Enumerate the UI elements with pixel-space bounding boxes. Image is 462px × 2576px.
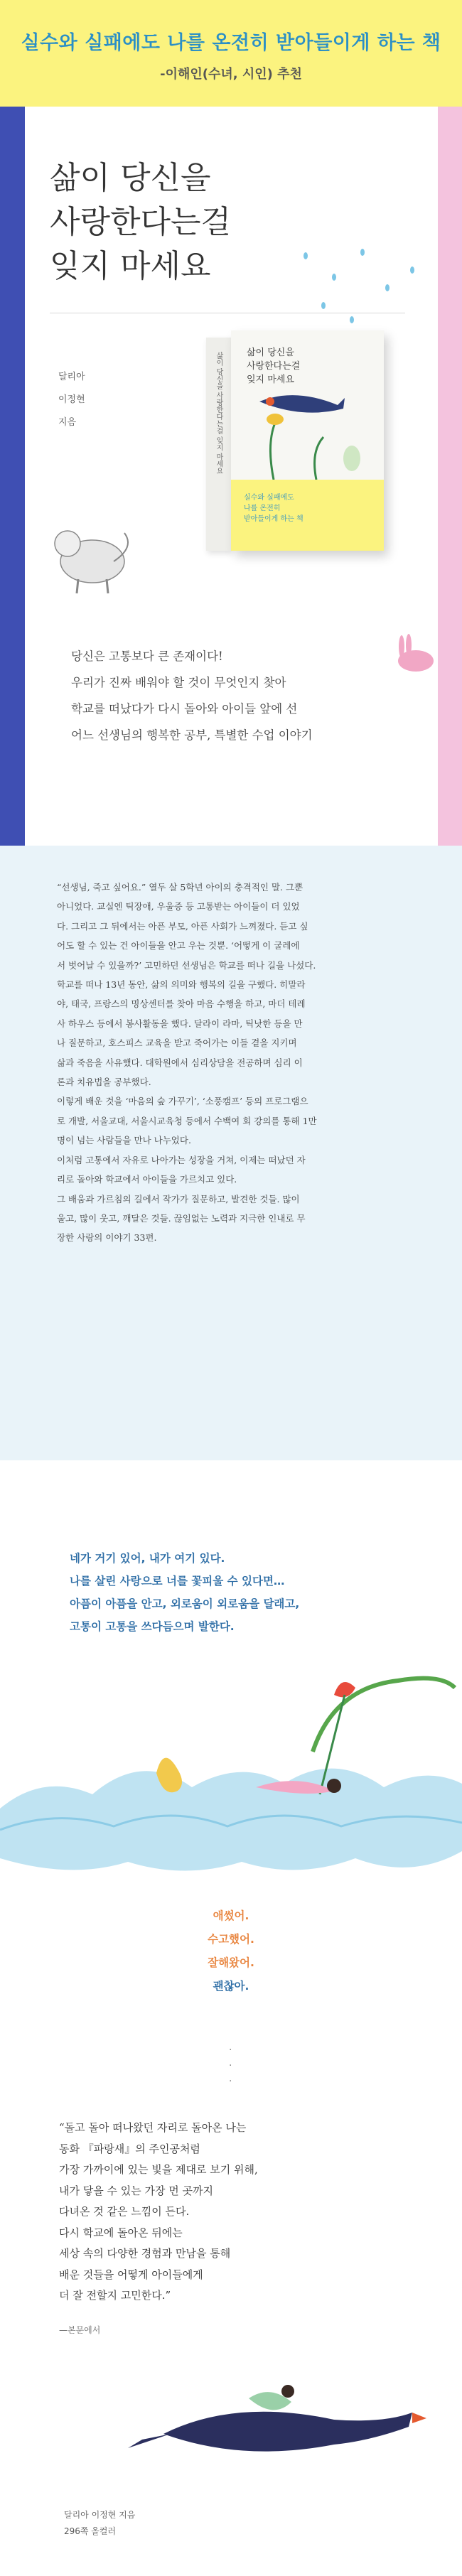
description-line: 나 질문하고, 호스피스 교육을 받고 죽어가는 이들 곁을 지키며 xyxy=(57,1038,297,1049)
quote-line: 내가 닿을 수 있는 가장 먼 곳까지 xyxy=(59,2184,213,2197)
description-line: 이처럼 고통에서 자유로 나아가는 성장을 거쳐, 이제는 떠났던 자 xyxy=(57,1154,306,1165)
description-text xyxy=(57,878,412,1248)
spine-title: 삶이 당신을 사랑한다는걸 잊지 마세요 xyxy=(215,352,222,475)
encouragement-word: 수고했어. xyxy=(208,1933,254,1946)
description-line: 서 벗어날 수 있을까?’ 고민하던 선생님은 학교를 떠나 길을 나섰다. xyxy=(57,959,316,971)
rain-drops-icon xyxy=(303,249,414,323)
description-section xyxy=(0,846,462,1460)
quote-line: 다녀온 것 같은 느낌이 든다. xyxy=(59,2205,190,2218)
poem-line: 아픔이 아픔을 안고, 외로움이 외로움을 달래고, xyxy=(70,1597,300,1610)
book-title-line: 삶이 당신을 xyxy=(50,160,211,196)
tagline-line: 당신은 고통보다 큰 존재이다! xyxy=(71,650,223,663)
dots-separator xyxy=(229,2039,232,2086)
description-line: 로 개발, 서울교대, 서울시교육청 등에서 수백여 회 강의를 통해 1만 xyxy=(57,1115,317,1126)
cover-title-line: 사랑한다는걸 xyxy=(247,361,301,372)
footer-pages: 296쪽 올컬러 xyxy=(64,2526,117,2536)
poem-line: 네가 거기 있어, 내가 여기 있다. xyxy=(70,1552,225,1565)
book-tagline xyxy=(71,643,313,748)
cover-title-line: 삶이 당신을 xyxy=(247,347,294,358)
author-line: 달리아 xyxy=(58,372,85,382)
bird-rider-illustration xyxy=(0,2356,462,2484)
banner-headline: 실수와 실패에도 나를 온전히 받아들이게 하는 책 xyxy=(21,32,441,54)
description-line: 명이 넘는 사람들을 만나 나누었다. xyxy=(57,1135,191,1146)
footer-authors: 달리아 이정현 지음 xyxy=(64,2510,136,2520)
description-line: 장한 사랑의 이야기 33편. xyxy=(57,1232,157,1244)
cover-band-line: 나를 온전히 xyxy=(244,505,281,512)
book-title-line: 사랑한다는걸 xyxy=(50,204,232,240)
quote-source: —본문에서 xyxy=(59,2325,101,2335)
description-line: “선생님, 죽고 싶어요.” 열두 살 5학년 아이의 충격적인 말. 그뿐 xyxy=(57,882,303,893)
book-spine xyxy=(206,338,231,551)
cover-title-line: 잊지 마세요 xyxy=(247,374,294,385)
black-bird-icon xyxy=(163,2412,412,2452)
quote-line: “돌고 돌아 떠나왔던 자리로 돌아온 나는 xyxy=(59,2121,247,2134)
cat-illustration-icon xyxy=(55,531,128,593)
poem-line: 고통이 고통을 쓰다듬으며 발한다. xyxy=(70,1620,235,1633)
description-line: 삶과 죽음을 사유했다. 대학원에서 심리상담을 전공하며 심리 이 xyxy=(57,1057,303,1068)
encouragement-word: 잘해왔어. xyxy=(208,1956,254,1969)
quote-line: 가장 가까이에 있는 빛을 제대로 보기 위해, xyxy=(59,2163,258,2176)
description-line: 야, 태국, 프랑스의 명상센터를 찾아 마음 수행을 하고, 마더 테레 xyxy=(57,998,306,1010)
description-line: 학교를 떠나 13년 동안, 삶의 의미와 행복의 길을 구했다. 히말라 xyxy=(57,979,306,991)
tagline-line: 어느 선생님의 행복한 공부, 특별한 수업 이야기 xyxy=(71,728,313,742)
dot: . xyxy=(229,2042,232,2053)
description-line: 울고, 많이 웃고, 깨달은 것들. 끊임없는 노력과 지극한 인내로 무 xyxy=(57,1212,306,1224)
description-line: 그 배움과 가르침의 길에서 작가가 질문하고, 발견한 것들. 많이 xyxy=(57,1193,300,1205)
quote-line: 세상 속의 다양한 경험과 만남을 통해 xyxy=(59,2247,231,2260)
author-line: 지음 xyxy=(58,417,77,428)
poem-text xyxy=(70,1547,299,1638)
cover-band-line: 실수와 실패에도 xyxy=(244,494,294,502)
book-title-line: 잊지 마세요 xyxy=(50,248,211,284)
quote-line: 동화 『파랑새』의 주인공처럼 xyxy=(59,2142,200,2155)
quote-line: 더 잘 전할지 고민한다.” xyxy=(59,2289,171,2302)
encouragement-word: 괜찮아. xyxy=(213,1980,249,1993)
quote-line: 다시 학교에 돌아온 뒤에는 xyxy=(59,2226,183,2239)
excerpt-quote xyxy=(59,2118,258,2307)
description-line: 론과 치유법을 공부했다. xyxy=(57,1077,151,1088)
book-cover xyxy=(231,330,384,551)
rabbit-illustration-icon xyxy=(398,634,434,672)
tagline-line: 우리가 진짜 배워야 할 것이 무엇인지 찾아 xyxy=(71,676,286,689)
cover-band-text xyxy=(244,492,303,524)
wave-illustration xyxy=(0,1666,462,1880)
dot: . xyxy=(229,2073,232,2084)
description-line: 사 하우스 등에서 봉사활동을 했다. 달라이 라마, 틱낫한 등을 만 xyxy=(57,1018,303,1029)
banner-recommendation: -이해인(수녀, 시인) 추천 xyxy=(160,67,302,82)
cover-art-icon xyxy=(231,380,384,480)
quote-line: 배운 것들을 어떻게 아이들에게 xyxy=(59,2268,203,2281)
dot: . xyxy=(229,2057,232,2069)
encouragement-words xyxy=(0,1904,462,1998)
description-line: 아니었다. 교실엔 틱장애, 우울증 등 고통받는 아이들이 더 있었 xyxy=(57,901,300,912)
description-line: 리로 돌아와 학교에서 아이들을 가르치고 있다. xyxy=(57,1174,237,1185)
book-section xyxy=(0,107,462,846)
cover-band-line: 받아들이게 하는 책 xyxy=(244,515,303,523)
promo-banner xyxy=(0,0,462,107)
author-line: 이정현 xyxy=(58,394,85,405)
cover-yellow-band xyxy=(231,480,384,551)
description-line: 이렇게 배운 것을 ‘마음의 숲 가꾸기’, ‘소풍캠프’ 등의 프로그램으 xyxy=(57,1096,308,1107)
encouragement-word: 애썼어. xyxy=(213,1909,249,1922)
description-line: 다. 그리고 그 뒤에서는 아픈 부모, 아픈 사회가 느껴졌다. 듣고 싶 xyxy=(57,920,308,932)
tagline-line: 학교를 떠났다가 다시 돌아와 아이들 앞에 선 xyxy=(71,702,298,716)
poem-section xyxy=(0,1460,462,2576)
description-line: 어도 할 수 있는 건 아이들을 안고 우는 것뿐. ‘어떻게 이 굴레에 xyxy=(57,940,300,952)
poem-line: 나를 살린 사랑으로 너를 꽃피울 수 있다면… xyxy=(70,1575,285,1588)
wave-icon xyxy=(0,1769,462,1871)
